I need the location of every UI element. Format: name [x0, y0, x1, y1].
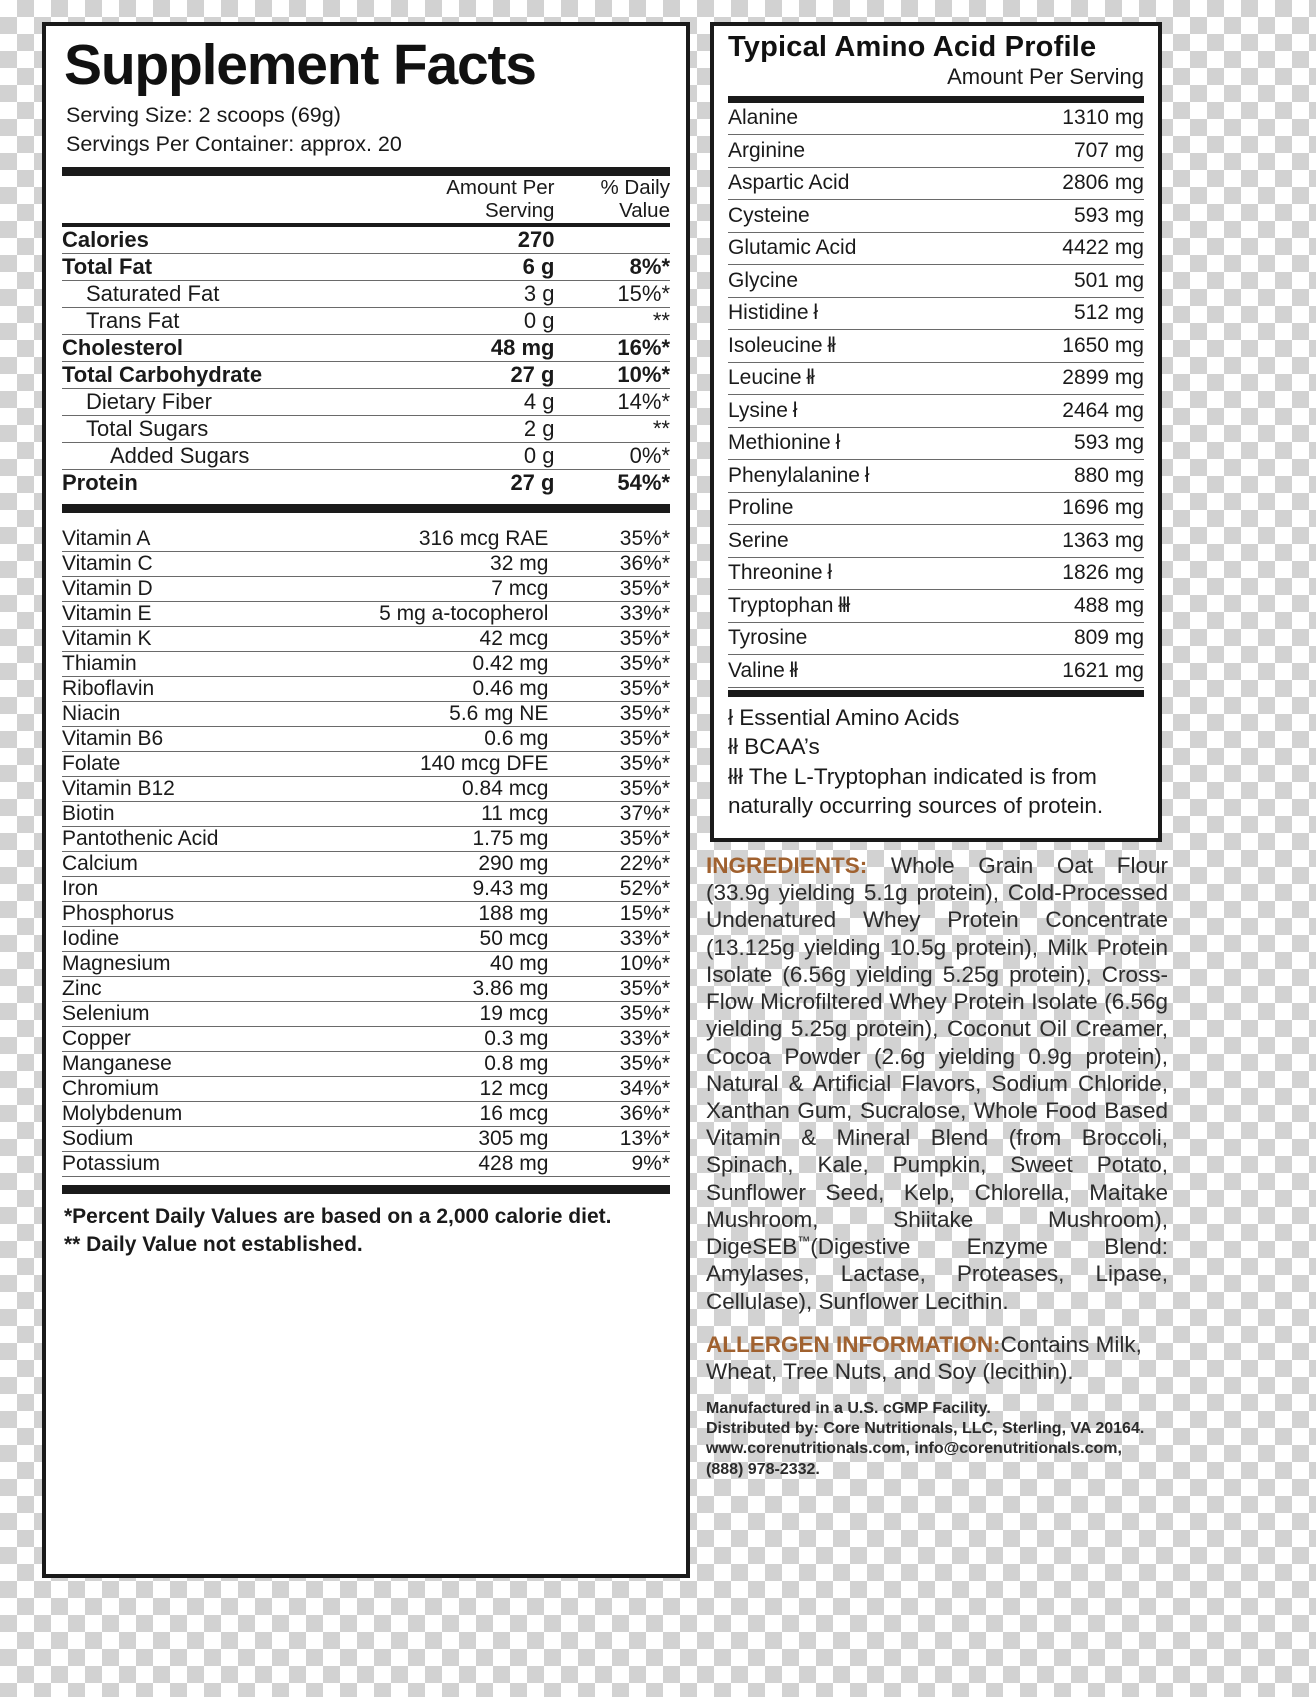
- amino-acid-amount: 809 mg: [969, 622, 1144, 655]
- manufacturer-line-web: www.corenutritionals.com, info@corenutritionals.com,: [706, 1440, 1122, 1458]
- micronutrient-daily-value: 33%*: [548, 926, 670, 951]
- amino-acid-name: Glycine: [728, 265, 969, 298]
- micronutrient-amount: 428 mg: [336, 1151, 549, 1176]
- table-row: [728, 427, 1144, 460]
- divider-thick-top: [62, 167, 670, 176]
- micronutrient-name: Vitamin K: [62, 626, 336, 651]
- nutrient-daily-value: 10%*: [554, 361, 670, 388]
- micronutrient-daily-value: 52%*: [548, 876, 670, 901]
- micronutrient-daily-value: 35%*: [548, 527, 670, 552]
- allergen-body: Contains Milk, Wheat, Tree Nuts, and Soy (lecithin).: [706, 1331, 1142, 1384]
- essential-marker-icon: łł: [801, 366, 814, 390]
- micronutrient-section: [62, 527, 670, 1177]
- micronutrient-amount: 12 mcg: [336, 1076, 549, 1101]
- micronutrient-name: Zinc: [62, 976, 336, 1001]
- micronutrient-name: Manganese: [62, 1051, 336, 1076]
- micronutrient-name: Vitamin B6: [62, 726, 336, 751]
- serving-info: [62, 101, 670, 159]
- amino-acid-amount: 4422 mg: [969, 232, 1144, 265]
- amino-acid-name: Lysine ł: [728, 395, 969, 428]
- amino-acid-amount: 593 mg: [969, 200, 1144, 233]
- micronutrient-amount: 0.42 mg: [336, 651, 549, 676]
- essential-marker-icon: łł: [784, 658, 797, 682]
- nutrient-name: Cholesterol: [62, 334, 378, 361]
- table-row: [62, 280, 670, 307]
- amino-acid-amount: 707 mg: [969, 135, 1144, 168]
- nutrient-daily-value: 16%*: [554, 334, 670, 361]
- micronutrient-name: Vitamin B12: [62, 776, 336, 801]
- amino-acid-name: Serine: [728, 525, 969, 558]
- table-row: [728, 557, 1144, 590]
- table-row: [62, 469, 670, 496]
- micronutrient-name: Selenium: [62, 1001, 336, 1026]
- amino-acid-amount: 1826 mg: [969, 557, 1144, 590]
- essential-marker-icon: ł: [808, 301, 818, 325]
- table-row: [62, 388, 670, 415]
- nutrient-amount: 6 g: [378, 253, 554, 280]
- micronutrient-amount: 0.46 mg: [336, 676, 549, 701]
- footnotes: [64, 1203, 670, 1260]
- table-row: [62, 726, 670, 751]
- micronutrient-daily-value: 37%*: [548, 801, 670, 826]
- table-row: [62, 626, 670, 651]
- micronutrient-name: Pantothenic Acid: [62, 826, 336, 851]
- amino-divider-top: [728, 96, 1144, 103]
- amino-acid-name: Proline: [728, 492, 969, 525]
- amino-acid-amount: 1621 mg: [969, 655, 1144, 688]
- table-row: [728, 200, 1144, 233]
- table-row: [62, 751, 670, 776]
- micronutrient-name: Sodium: [62, 1126, 336, 1151]
- table-row: [62, 361, 670, 388]
- col-header-amount-line2: Serving: [484, 199, 555, 223]
- micronutrient-rows: [62, 527, 670, 1177]
- micronutrient-daily-value: 13%*: [548, 1126, 670, 1151]
- table-row: [62, 1076, 670, 1101]
- nutrient-name: Total Sugars: [62, 415, 378, 442]
- table-row: [728, 362, 1144, 395]
- table-row: [62, 1151, 670, 1176]
- supplement-facts-panel: [42, 22, 690, 1578]
- footnote-dv-not-established: ** Daily Value not established.: [64, 1233, 363, 1257]
- nutrient-daily-value: **: [554, 307, 670, 334]
- micronutrient-daily-value: 35%*: [548, 1001, 670, 1026]
- essential-marker-icon: ł: [787, 398, 797, 422]
- micronutrient-name: Niacin: [62, 701, 336, 726]
- manufacturer-line-distributor: Distributed by: Core Nutritionals, LLC, Sterling, VA 20164.: [706, 1420, 1145, 1438]
- nutrient-name: Added Sugars: [62, 442, 378, 469]
- nutrition-column-headers: [62, 176, 670, 223]
- legend-item: ł Essential Amino Acids: [728, 704, 960, 730]
- manufacturer-info: [706, 1399, 1168, 1480]
- micronutrient-amount: 0.8 mg: [336, 1051, 549, 1076]
- micronutrient-daily-value: 35%*: [548, 726, 670, 751]
- micronutrient-name: Riboflavin: [62, 676, 336, 701]
- amino-acid-amount: 1696 mg: [969, 492, 1144, 525]
- nutrient-name: Saturated Fat: [62, 280, 378, 307]
- table-row: [62, 307, 670, 334]
- micronutrient-amount: 19 mcg: [336, 1001, 549, 1026]
- table-row: [62, 442, 670, 469]
- amino-acid-amount: 2899 mg: [969, 362, 1144, 395]
- micronutrient-amount: 40 mg: [336, 951, 549, 976]
- micronutrient-name: Calcium: [62, 851, 336, 876]
- table-row: [62, 1026, 670, 1051]
- table-row: [62, 926, 670, 951]
- amino-acid-name: Aspartic Acid: [728, 167, 969, 200]
- table-row: [62, 527, 670, 552]
- legend-item: łł BCAA’s: [728, 734, 820, 760]
- micronutrient-amount: 3.86 mg: [336, 976, 549, 1001]
- amino-acid-name: Valine łł: [728, 655, 969, 688]
- table-row: [62, 776, 670, 801]
- micronutrient-amount: 9.43 mg: [336, 876, 549, 901]
- micronutrient-daily-value: 35%*: [548, 826, 670, 851]
- amino-acid-amount: 2806 mg: [969, 167, 1144, 200]
- amino-acid-name: Leucine łł: [728, 362, 969, 395]
- micronutrient-name: Chromium: [62, 1076, 336, 1101]
- micronutrient-name: Iodine: [62, 926, 336, 951]
- micronutrient-daily-value: 33%*: [548, 601, 670, 626]
- micronutrient-amount: 316 mcg RAE: [336, 527, 549, 552]
- amino-acid-amount: 501 mg: [969, 265, 1144, 298]
- nutrient-name: Calories: [62, 226, 149, 252]
- table-row: [728, 655, 1144, 688]
- amino-acid-name: Cysteine: [728, 200, 969, 233]
- nutrient-amount: 27 g: [378, 469, 554, 496]
- micronutrient-amount: 0.84 mcg: [336, 776, 549, 801]
- table-row: [728, 622, 1144, 655]
- page-title: Supplement Facts: [64, 33, 536, 97]
- table-row: [62, 334, 670, 361]
- nutrient-amount: 4 g: [378, 388, 554, 415]
- amino-acid-name: Isoleucine łł: [728, 330, 969, 363]
- table-row: [728, 395, 1144, 428]
- table-row: [728, 525, 1144, 558]
- col-header-dv-line2: Value: [619, 199, 670, 223]
- table-row: [62, 253, 670, 280]
- nutrient-daily-value: 14%*: [554, 388, 670, 415]
- table-row: [62, 1126, 670, 1151]
- footnote-percent-dv: *Percent Daily Values are based on a 2,000 calorie diet.: [64, 1204, 612, 1228]
- essential-marker-icon: ł: [859, 463, 869, 487]
- micronutrient-daily-value: 35%*: [548, 976, 670, 1001]
- amino-acid-amount: 488 mg: [969, 590, 1144, 623]
- essential-marker-icon: ł: [822, 561, 832, 585]
- amino-acid-name: Alanine: [728, 103, 969, 135]
- table-row: [728, 492, 1144, 525]
- table-row: [62, 801, 670, 826]
- micronutrient-name: Iron: [62, 876, 336, 901]
- micronutrient-name: Vitamin C: [62, 551, 336, 576]
- table-row: [62, 876, 670, 901]
- ingredients-body-first: Whole Grain Oat Flour (33.9g yielding 5.1g protein), Cold-Processed Undenatured Whey Protein Concentrate (13.125g yielding 10.5g protein), Milk Protein Isolate (6.56g yielding 5.25g protein), Cross-Flow Microfiltered Whey Protein Isolate (6.56g yielding 5.25g protein), Coconut Oil Creamer, Cocoa Powder (2.6g yielding 0.9g protein), Natural & Artificial Flavors, Sodium Chloride, Xanthan Gum, Sucralose, Whole Food Based Vitamin & Mineral Blend (from Broccoli, Spinach, Kale, Pumpkin, Sweet Potato, Sunflower Seed, Kelp, Chlorella, Maitake Mushroom, Shiitake Mushroom), DigeSEB: [706, 853, 1168, 1260]
- table-row: [62, 826, 670, 851]
- amino-acid-profile-panel: [710, 22, 1162, 842]
- micronutrient-amount: 7 mcg: [336, 576, 549, 601]
- nutrient-daily-value: 8%*: [554, 253, 670, 280]
- nutrient-daily-value: 54%*: [554, 469, 670, 496]
- col-header-amount: [378, 176, 554, 223]
- nutrient-name: Trans Fat: [62, 307, 378, 334]
- table-row: [62, 901, 670, 926]
- nutrient-name: Total Fat: [62, 253, 378, 280]
- table-row: [62, 227, 670, 254]
- table-row: [728, 167, 1144, 200]
- amino-acid-legend: [728, 704, 1144, 821]
- table-row: [728, 330, 1144, 363]
- table-row: [728, 232, 1144, 265]
- trademark-icon: ™: [797, 1233, 811, 1249]
- micronutrient-daily-value: 35%*: [548, 751, 670, 776]
- micronutrient-amount: 32 mg: [336, 551, 549, 576]
- table-row: [62, 1051, 670, 1076]
- table-row: [728, 460, 1144, 493]
- nutrient-name: Total Carbohydrate: [62, 361, 378, 388]
- micronutrient-name: Vitamin D: [62, 576, 336, 601]
- table-row: [62, 676, 670, 701]
- micronutrient-amount: 16 mcg: [336, 1101, 549, 1126]
- micronutrient-daily-value: 15%*: [548, 901, 670, 926]
- essential-marker-icon: łł: [822, 333, 835, 357]
- amino-acid-amount: 1650 mg: [969, 330, 1144, 363]
- ingredients-body-second: (Digestive Enzyme Blend: Amylases, Lactase, Proteases, Lipase, Cellulase), Sunflower Lecithin.: [706, 1234, 1168, 1314]
- table-row: [62, 601, 670, 626]
- amino-acid-name: Methionine ł: [728, 427, 969, 460]
- manufacturer-line-phone: (888) 978-2332.: [706, 1460, 820, 1478]
- legend-item: łłł The L-Tryptophan indicated is from naturally occurring sources of protein.: [728, 764, 1104, 818]
- nutrient-daily-value: 0%*: [554, 442, 670, 469]
- table-row: [62, 851, 670, 876]
- nutrient-name: Protein: [62, 469, 378, 496]
- micronutrient-name: Phosphorus: [62, 901, 336, 926]
- divider-thick-bottom: [62, 1185, 670, 1194]
- micronutrient-amount: 5.6 mg NE: [336, 701, 549, 726]
- allergen-paragraph: [706, 1331, 1168, 1385]
- micronutrient-name: Magnesium: [62, 951, 336, 976]
- table-row: [62, 551, 670, 576]
- amino-acid-amount: 1363 mg: [969, 525, 1144, 558]
- micronutrient-name: Folate: [62, 751, 336, 776]
- micronutrient-name: Thiamin: [62, 651, 336, 676]
- table-row: [62, 415, 670, 442]
- nutrient-amount: 2 g: [378, 415, 554, 442]
- micronutrient-daily-value: 35%*: [548, 676, 670, 701]
- nutrient-amount: 270: [517, 226, 555, 252]
- micronutrient-daily-value: 22%*: [548, 851, 670, 876]
- amino-acid-name: Arginine: [728, 135, 969, 168]
- ingredients-paragraph: [706, 852, 1168, 1315]
- micronutrient-name: Vitamin E: [62, 601, 336, 626]
- amino-acid-name: Glutamic Acid: [728, 232, 969, 265]
- nutrient-amount: 3 g: [378, 280, 554, 307]
- micronutrient-name: Vitamin A: [62, 527, 336, 552]
- table-row: [728, 135, 1144, 168]
- table-row: [728, 297, 1144, 330]
- micronutrient-amount: 0.6 mg: [336, 726, 549, 751]
- amino-acid-amount: 2464 mg: [969, 395, 1144, 428]
- micronutrient-daily-value: 35%*: [548, 701, 670, 726]
- micronutrient-amount: 42 mcg: [336, 626, 549, 651]
- nutrient-amount: 0 g: [378, 442, 554, 469]
- micronutrient-amount: 5 mg a-tocopherol: [336, 601, 549, 626]
- micronutrient-name: Molybdenum: [62, 1101, 336, 1126]
- table-row: [62, 651, 670, 676]
- nutrient-daily-value: **: [554, 415, 670, 442]
- col-header-amount-line1: Amount Per: [446, 175, 555, 199]
- table-row: [728, 103, 1144, 135]
- col-header-dv-line1: % Daily: [600, 175, 670, 199]
- amino-acid-table: [728, 103, 1144, 688]
- micronutrient-daily-value: 35%*: [548, 1051, 670, 1076]
- amino-acid-name: Tyrosine: [728, 622, 969, 655]
- micronutrient-name: Potassium: [62, 1151, 336, 1176]
- table-row: [62, 976, 670, 1001]
- col-header-dv: [554, 176, 670, 223]
- amino-divider-bottom: [728, 690, 1144, 697]
- micronutrient-daily-value: 35%*: [548, 576, 670, 601]
- micronutrient-daily-value: 36%*: [548, 551, 670, 576]
- micronutrient-name: Copper: [62, 1026, 336, 1051]
- nutrient-daily-value: 15%*: [554, 280, 670, 307]
- nutrient-name: Dietary Fiber: [62, 388, 378, 415]
- table-row: [62, 701, 670, 726]
- micronutrient-daily-value: 35%*: [548, 626, 670, 651]
- micronutrient-daily-value: 10%*: [548, 951, 670, 976]
- spacer-cell: [62, 176, 378, 223]
- table-row: [728, 590, 1144, 623]
- amino-acid-title: Typical Amino Acid Profile: [728, 31, 1097, 63]
- micronutrient-daily-value: 9%*: [548, 1151, 670, 1176]
- divider-thick-mid: [62, 504, 670, 513]
- micronutrient-daily-value: 35%*: [548, 776, 670, 801]
- amino-acid-name: Tryptophan łłł: [728, 590, 969, 623]
- micronutrient-amount: 11 mcg: [336, 801, 549, 826]
- allergen-label: ALLERGEN INFORMATION:: [706, 1331, 1001, 1357]
- amino-acid-name: Phenylalanine ł: [728, 460, 969, 493]
- ingredients-and-allergen-section: [706, 852, 1168, 1480]
- serving-size: Serving Size: 2 scoops (69g): [66, 103, 341, 128]
- ingredients-label: INGREDIENTS:: [706, 853, 868, 878]
- micronutrient-daily-value: 33%*: [548, 1026, 670, 1051]
- servings-per-container: Servings Per Container: approx. 20: [66, 132, 402, 157]
- nutrient-amount: 48 mg: [378, 334, 554, 361]
- micronutrient-amount: 50 mcg: [336, 926, 549, 951]
- nutrient-daily-value: [554, 227, 670, 254]
- micronutrient-amount: 290 mg: [336, 851, 549, 876]
- amino-acid-name: Histidine ł: [728, 297, 969, 330]
- amino-acid-amount: 1310 mg: [969, 103, 1144, 135]
- micronutrient-daily-value: 36%*: [548, 1101, 670, 1126]
- table-row: [62, 1101, 670, 1126]
- micronutrient-amount: 0.3 mg: [336, 1026, 549, 1051]
- nutrition-rows: [62, 227, 670, 496]
- micronutrient-daily-value: 35%*: [548, 651, 670, 676]
- nutrient-amount: 27 g: [378, 361, 554, 388]
- nutrient-amount: 0 g: [378, 307, 554, 334]
- amino-acid-amount: 593 mg: [969, 427, 1144, 460]
- amino-acid-subtitle: Amount Per Serving: [947, 63, 1144, 89]
- essential-marker-icon: ł: [830, 431, 840, 455]
- micronutrient-name: Biotin: [62, 801, 336, 826]
- manufacturer-line-facility: Manufactured in a U.S. cGMP Facility.: [706, 1400, 991, 1418]
- nutrition-table: [62, 176, 670, 223]
- amino-acid-amount: 512 mg: [969, 297, 1144, 330]
- table-row: [728, 265, 1144, 298]
- micronutrient-amount: 305 mg: [336, 1126, 549, 1151]
- amino-acid-amount: 880 mg: [969, 460, 1144, 493]
- amino-acid-name: Threonine ł: [728, 557, 969, 590]
- essential-marker-icon: łłł: [833, 593, 850, 617]
- micronutrient-amount: 1.75 mg: [336, 826, 549, 851]
- table-row: [62, 951, 670, 976]
- micronutrient-daily-value: 34%*: [548, 1076, 670, 1101]
- micronutrient-amount: 140 mcg DFE: [336, 751, 549, 776]
- table-row: [62, 1001, 670, 1026]
- table-row: [62, 576, 670, 601]
- micronutrient-amount: 188 mg: [336, 901, 549, 926]
